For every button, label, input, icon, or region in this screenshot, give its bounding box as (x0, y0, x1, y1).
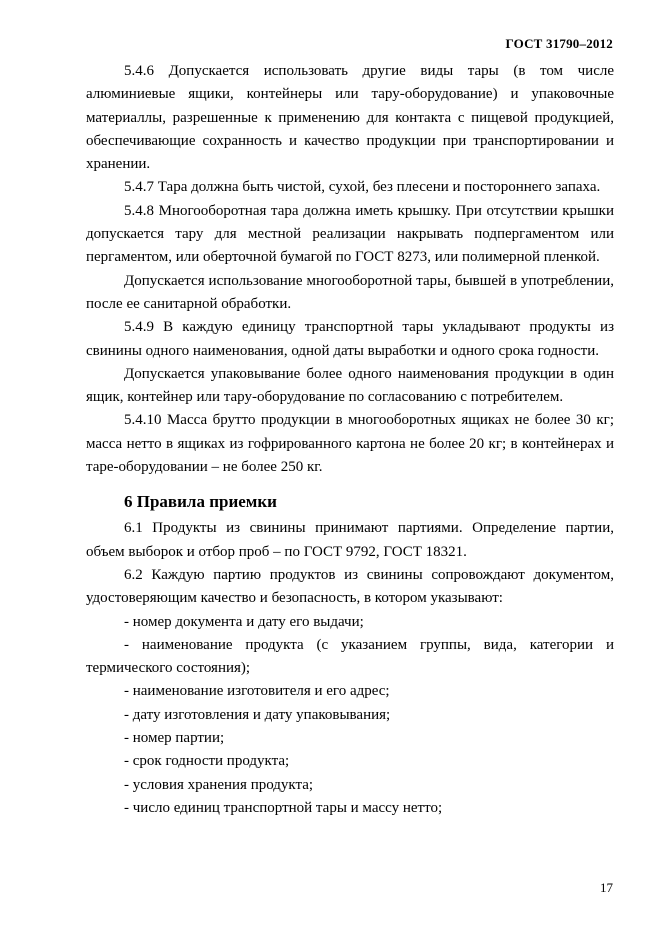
list-item: - наименование продукта (с указанием группы, вида, категории и термического состояния); (86, 636, 614, 677)
paragraph-6-1: 6.1 Продукты из свинины принимают партиями. Определение партии, объем выборок и отбор проб – по ГОСТ 9792, ГОСТ 18321. (86, 520, 614, 560)
paragraph-5-4-6: 5.4.6 Допускается использовать другие виды тары (в том числе алюминиевые ящики, контейнеры или тару-оборудование) и упаковочные материаллы, разрешенные к применению для контакта с пищевой продукцией, обеспечивающие сохранность и качество продукции при транспортировании и хранении. (86, 63, 614, 173)
paragraph-6-2: 6.2 Каждую партию продуктов из свинины сопровождают документом, удостоверяющим качество и безопасность, в котором указывают: (86, 566, 614, 607)
list-item: - номер документа и дату его выдачи; (124, 613, 364, 630)
list-item: - дату изготовления и дату упаковывания; (124, 706, 391, 723)
list-item: - число единиц транспортной тары и массу нетто; (124, 799, 443, 816)
section-6-heading: 6 Правила приемки (124, 492, 277, 512)
paragraph-5-4-10: 5.4.10 Масса брутто продукции в многооборотных ящиках не более 30 кг; масса нетто в ящиках из гофрированного картона не более 20 кг; в контейнерах и таре-оборудовании – не более 250 кг. (86, 412, 614, 476)
list-item: - номер партии; (124, 730, 225, 747)
paragraph-5-4-9: 5.4.9 В каждую единицу транспортной тары укладывают продукты из свинины одного наименования, одной даты выработки и одного срока годности. (86, 319, 614, 359)
paragraph-5-4-7: 5.4.7 Тара должна быть чистой, сухой, без плесени и постороннего запаха. (124, 179, 601, 196)
page-number: 17 (600, 880, 613, 895)
paragraph-5-4-8: 5.4.8 Многооборотная тара должна иметь крышку. При отсутствии крышки допускается тару для местной реализации накрывать подпергаментом или пергаментом, или оберточной бумагой по ГОСТ 8273, или полимерной пленкой. (86, 202, 614, 266)
list-item: - условия хранения продукта; (124, 776, 314, 793)
paragraph-5-4-9-note: Допускается упаковывание более одного наименования продукции в один ящик, контейнер или тару-оборудование по согласованию с потребителем. (86, 365, 614, 406)
list-item: - срок годности продукта; (124, 753, 290, 770)
document-header-standard: ГОСТ 31790–2012 (505, 36, 613, 51)
list-item: - наименование изготовителя и его адрес; (124, 683, 390, 700)
page-body (86, 60, 614, 820)
paragraph-5-4-8-note: Допускается использование многооборотной тары, бывшей в употреблении, после ее санитарной обработки. (86, 272, 614, 312)
